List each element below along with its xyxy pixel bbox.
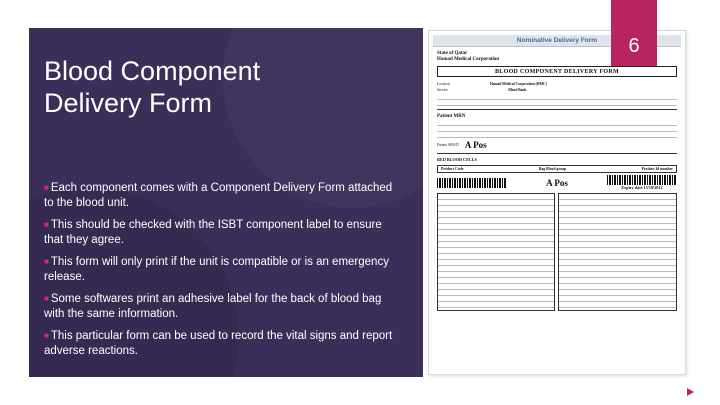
bag-group-label: Bag Blood group <box>538 167 567 171</box>
patient-blood-group: A Pos <box>464 140 487 150</box>
org-line-2: Hamad Medical Corporation <box>437 57 500 62</box>
product-header-row <box>437 165 677 173</box>
bullet-marker-icon: ■ <box>44 294 49 303</box>
bullet-marker-icon: ■ <box>44 220 49 229</box>
patient-lines <box>437 120 677 138</box>
product-line: RED BLOOD CELLS <box>437 157 477 162</box>
product-code-label: Product Code <box>441 167 464 171</box>
record-box-right <box>558 193 677 311</box>
title-line-1: Blood Component <box>44 56 261 86</box>
slide-number-badge: 6 <box>611 0 657 66</box>
location-label: Location <box>437 82 450 86</box>
slide-title <box>44 55 374 119</box>
org-line-1: State of Qatar <box>437 51 468 56</box>
bullet-item <box>44 328 404 359</box>
product-number-label: Product Id number <box>641 167 673 171</box>
expiry-date: Expiry date 15/10/2012 <box>621 185 663 190</box>
bullet-text: This particular form can be used to record the vital signs and report adverse reactions. <box>44 330 393 357</box>
form-title: BLOOD COMPONENT DELIVERY FORM <box>437 66 677 77</box>
service-label: Service <box>437 88 448 92</box>
transfusion-record <box>437 193 677 311</box>
bullet-marker-icon: ■ <box>44 331 49 340</box>
bullet-item <box>44 291 404 322</box>
location-block <box>437 81 677 106</box>
bullet-list <box>44 180 404 365</box>
bullet-text: This should be checked with the ISBT component label to ensure that they agree. <box>44 219 382 246</box>
bullet-item <box>44 217 404 248</box>
location-value: Hamad Medical Corporation (HMC) <box>489 82 547 86</box>
divider <box>437 153 677 154</box>
patient-section-title: Patient MRN <box>437 114 466 119</box>
bullet-item <box>44 254 404 285</box>
bullet-marker-icon: ■ <box>44 257 49 266</box>
bag-blood-group: A Pos <box>546 177 568 188</box>
barcode-icon <box>607 175 677 185</box>
record-box-left <box>437 193 555 311</box>
bullet-text: This form will only print if the unit is compatible or is an emergency release. <box>44 256 389 283</box>
document-body: State of Qatar Hamad Medical Corporation BLOOD COMPONENT DELIVERY FORM Location Hamad Medical Corporation (HMC) Service Blood Bank Patient MRN Patient ABO/D A Pos RED BLOOD CELLS Product Code Bag Blood group Product Id number A Pos Expiry date 15/10/2012 <box>437 51 677 311</box>
delivery-form-image <box>428 30 686 375</box>
bullet-marker-icon: ■ <box>44 183 49 192</box>
document-header: Nominative Delivery Form <box>433 35 681 47</box>
bullet-text: Each component comes with a Component Delivery Form attached to the blood unit. <box>44 182 393 209</box>
form-lines <box>437 94 677 106</box>
divider <box>437 109 677 110</box>
bullet-text: Some softwares print an adhesive label for the back of blood bag with the same information. <box>44 293 382 320</box>
next-slide-arrow-icon[interactable] <box>687 388 694 396</box>
service-value: Blood Bank <box>508 88 527 92</box>
barcode-icon <box>437 178 507 188</box>
bullet-item <box>44 180 404 211</box>
title-line-2: Delivery Form <box>44 88 213 118</box>
